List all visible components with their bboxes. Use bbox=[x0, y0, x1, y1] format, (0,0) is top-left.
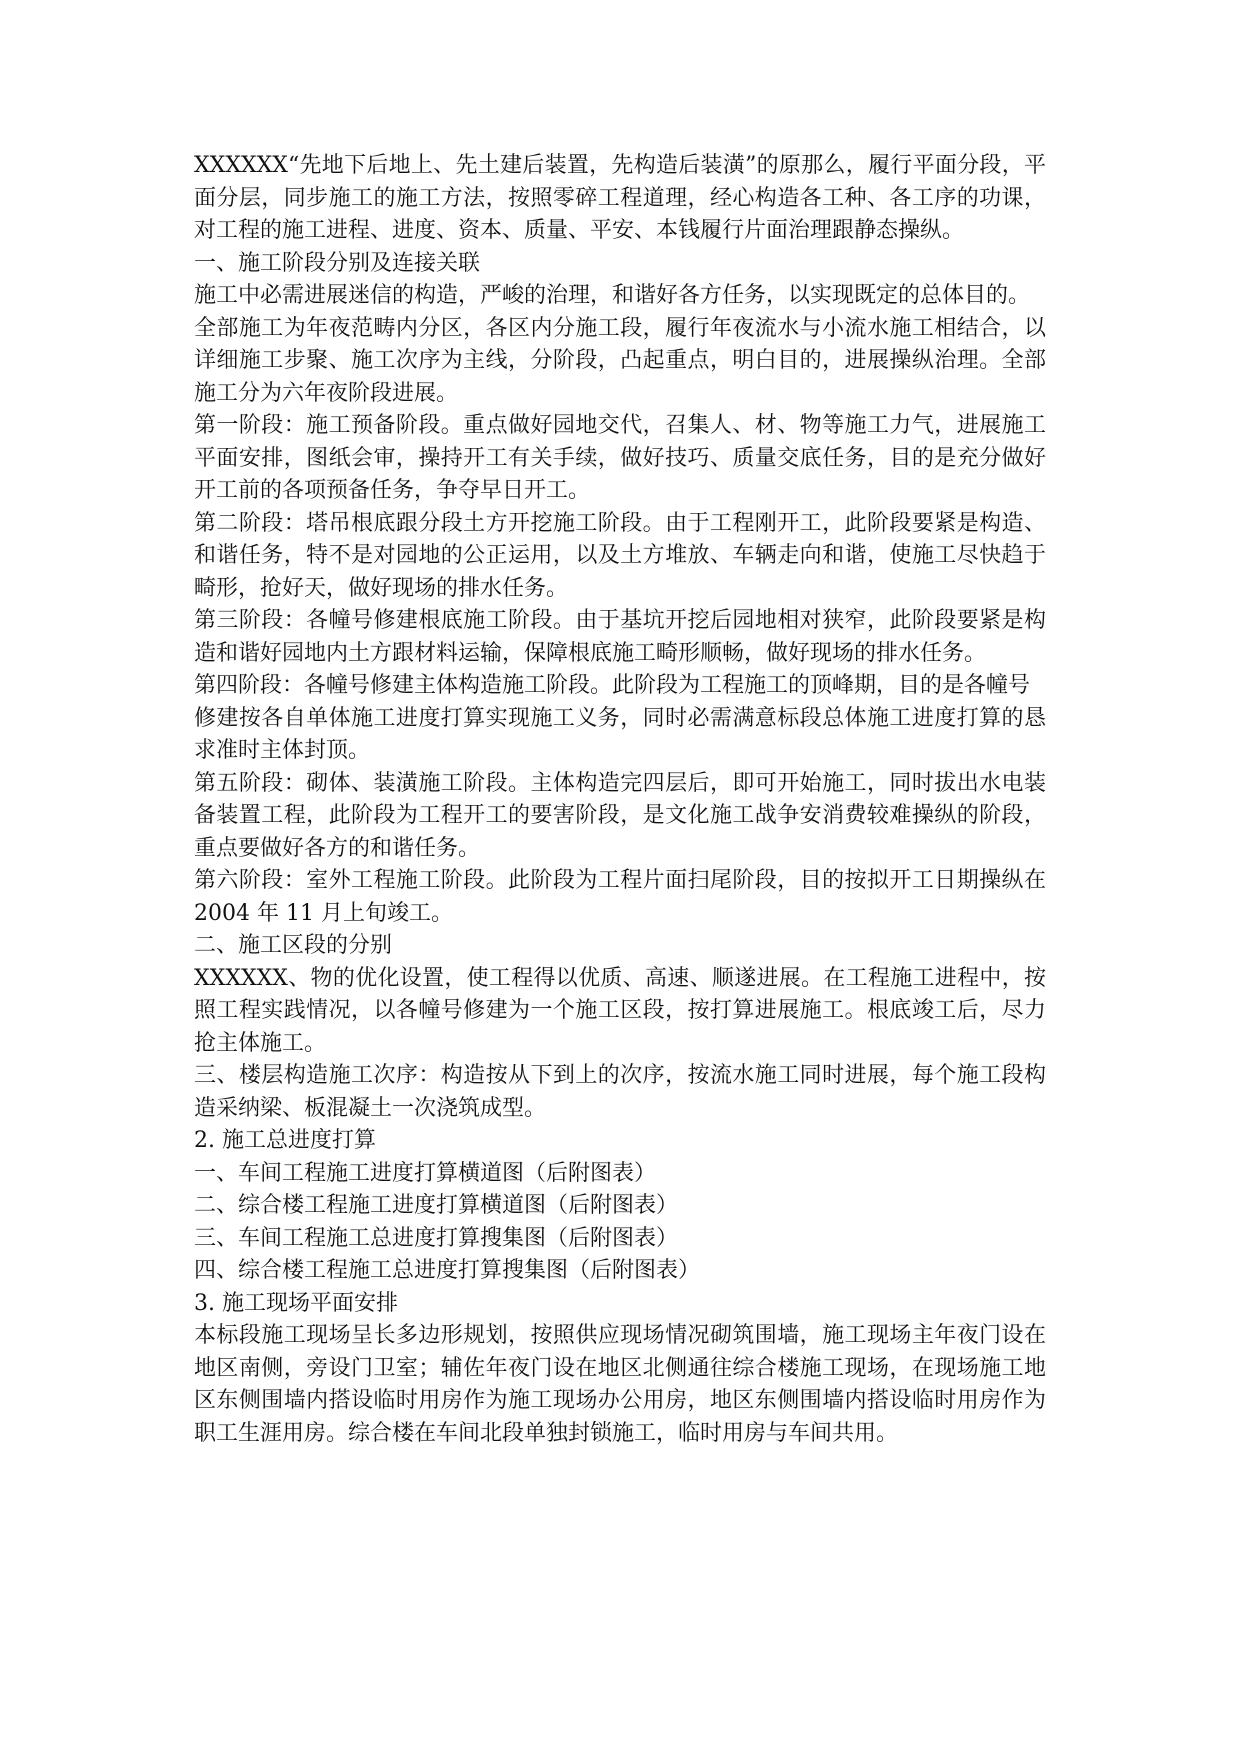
stage-six-paragraph: 第六阶段：室外工程施工阶段。此阶段为工程片面扫尾阶段，目的按拟开工日期操纵在 2004 年 11 月上旬竣工。 bbox=[194, 868, 1046, 926]
section-heading-stages: 一、施工阶段分别及连接关联 bbox=[194, 250, 481, 276]
intro-paragraph: XXXXXX“先地下后地上、先土建后装置，先构造后装潢”的原那么，履行平面分段，平面分层，同步施工的施工方法，按照零碎工程道理，经心构造各工种、各工序的功课，对工程的施工进程、进度、资本、质量、平安、本钱履行片面治理跟静态操纵。 bbox=[194, 153, 1046, 243]
list-item: 三、车间工程施工总进度打算搜集图（后附图表） bbox=[194, 1225, 679, 1251]
section-heading-schedule: 2. 施工总进度打算 bbox=[194, 1128, 376, 1153]
list-item: 二、综合楼工程施工进度打算横道图（后附图表） bbox=[194, 1193, 679, 1218]
list-item: 一、车间工程施工进度打算横道图（后附图表） bbox=[194, 1160, 657, 1186]
section-heading-site-layout: 3. 施工现场平面安排 bbox=[194, 1290, 398, 1316]
body-paragraph: XXXXXX、物的优化设置，使工程得以优质、高速、顺遂进展。在工程施工进程中，按照工程实践情况，以各幢号修建为一个施工区段，按打算进展施工。根底竣工后，尽力抢主体施工。 bbox=[194, 965, 1046, 1056]
section-heading-floor-order: 三、楼层构造施工次序：构造按从下到上的次序，按流水施工同时进展，每个施工段构造采纳梁、板混凝土一次浇筑成型。 bbox=[194, 1063, 1046, 1121]
section-heading-zones: 二、施工区段的分别 bbox=[194, 933, 393, 958]
stage-two-paragraph: 第二阶段：塔吊根底跟分段土方开挖施工阶段。由于工程刚开工，此阶段要紧是构造、和谐任务，特不是对园地的公正运用，以及土方堆放、车辆走向和谐，使施工尽快趋于畸形，抢好天，做好现场的排水任务。 bbox=[194, 510, 1046, 601]
list-item: 四、综合楼工程施工总进度打算搜集图（后附图表） bbox=[194, 1258, 701, 1283]
stage-four-continued-paragraph: 修建按各自单体施工进度打算实现施工义务，同时必需满意标段总体施工进度打算的恳求准时主体封顶。 bbox=[194, 705, 1046, 763]
body-paragraph: 施工中必需进展迷信的构造，严峻的治理，和谐好各方任务，以实现既定的总体目的。 bbox=[194, 283, 1031, 308]
body-paragraph: 全部施工为年夜范畴内分区，各区内分施工段，履行年夜流水与小流水施工相结合，以详细施工步聚、施工次序为主线，分阶段，凸起重点，明白目的，进展操纵治理。全部施工分为六年夜阶段进展。 bbox=[194, 315, 1046, 406]
stage-three-paragraph: 第三阶段：各幢号修建根底施工阶段。由于基坑开挖后园地相对狭窄，此阶段要紧是构造和谐好园地内土方跟材料运输，保障根底施工畸形顺畅，做好现场的排水任务。 bbox=[194, 608, 1046, 666]
stage-five-paragraph: 第五阶段：砌体、装潢施工阶段。主体构造完四层后，即可开始施工，同时拔出水电装备装置工程，此阶段为工程开工的要害阶段，是文化施工战争安消费较难操纵的阶段，重点要做好各方的和谐任务。 bbox=[194, 770, 1046, 861]
stage-four-paragraph: 第四阶段：各幢号修建主体构造施工阶段。此阶段为工程施工的顶峰期，目的是各幢号 bbox=[194, 673, 1031, 698]
document-body bbox=[194, 150, 1046, 1450]
body-paragraph: 本标段施工现场呈长多边形规划，按照供应现场情况砌筑围墙，施工现场主年夜门设在地区南侧，旁设门卫室；辅佐年夜门设在地区北侧通往综合楼施工现场，在现场施工地区东侧围墙内搭设临时用房作为施工现场办公用房，地区东侧围墙内搭设临时用房作为职工生涯用房。综合楼在车间北段单独封锁施工，临时用房与车间共用。 bbox=[194, 1323, 1046, 1446]
stage-one-paragraph: 第一阶段：施工预备阶段。重点做好园地交代，召集人、材、物等施工力气，进展施工平面安排，图纸会审，操持开工有关手续，做好技巧、质量交底任务，目的是充分做好开工前的各项预备任务，争夺早日开工。 bbox=[194, 413, 1046, 503]
